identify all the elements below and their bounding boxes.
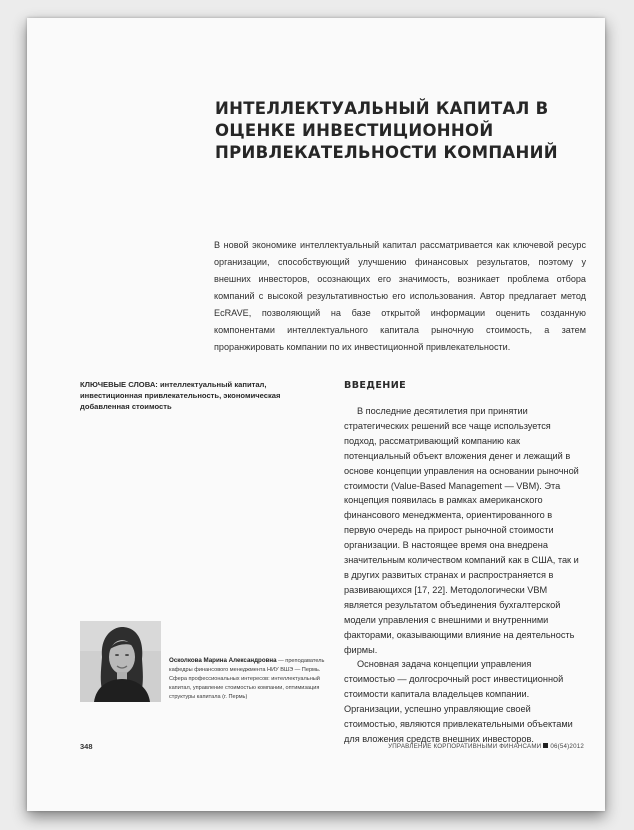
section-heading-introduction: ВВЕДЕНИЕ <box>344 380 407 391</box>
author-photo <box>80 621 161 702</box>
keywords-block <box>80 379 312 412</box>
author-name: Осколкова Марина Александровна <box>169 657 277 664</box>
page-number: 348 <box>80 742 93 751</box>
square-bullet-icon <box>543 743 548 748</box>
author-info <box>169 656 339 702</box>
keywords-text: интеллектуальный капитал, инвестиционная привлекательность, экономическая добавленная стоимость <box>80 380 281 411</box>
journal-footer <box>388 743 584 750</box>
body-text-column <box>344 404 584 747</box>
journal-name: УПРАВЛЕНИЕ КОРПОРАТИВНЫМИ ФИНАНСАМИ <box>388 743 542 750</box>
keywords-label: КЛЮЧЕВЫЕ СЛОВА: <box>80 380 158 389</box>
author-bio: — преподаватель кафедры финансового менеджмента НИУ ВШЭ — Пермь. Сфера профессиональных интересов: интеллектуальный капитал, управление стоимостью компании, оптимизация структуры капитала (г. Пермь) <box>169 658 325 700</box>
journal-page <box>27 18 605 811</box>
journal-issue: 06(54)2012 <box>550 743 584 750</box>
paragraph-1: В последние десятилетия при принятии стратегических решений все чаще используется подход, рассматривающий компанию как потенциальный объект вложения денег и лежащий в основе концепции управления на основании рыночной стоимости (Value-Based Management — VBM). Эта концепция появилась в рамках американского финансового менеджмента, ориентированного в первую очередь на прирост рыночной стоимости организации. В настоящее время она внедрена значительным количеством компаний как в США, так и в других развитых странах и распространяется в развивающихся [17, 22]. Методологически VBM является результатом объединения бухгалтерской модели управления с внешними и внутренними факторами, оказывающими влияние на деятельность фирмы. <box>344 406 579 655</box>
article-title: ИНТЕЛЛЕКТУАЛЬНЫЙ КАПИТАЛ В ОЦЕНКЕ ИНВЕСТИЦИОННОЙ ПРИВЛЕКАТЕЛЬНОСТИ КОМПАНИЙ <box>215 99 558 162</box>
article-abstract: В новой экономике интеллектуальный капитал рассматривается как ключевой ресурс организации, способствующий улучшению финансовых результатов, поэтому у внешних инвесторов, осознающих его значимость, возникает проблема отбора компаний с высокой результативностью его использования. Автор предлагает метод EcRAVE, позволяющий на базе открытой информации оценить созданную компонентами интеллектуального капитала рыночную стоимость, а затем проранжировать компании по их инвестиционной привлекательности. <box>214 240 586 352</box>
paragraph-2: Основная задача концепции управления стоимостью — долгосрочный рост инвестиционной стоимости капитала владельцев компании. Организации, успешно управляющие своей стоимостью, являются привлекательными объектами для вложения средств внешних инвесторов. <box>344 659 573 744</box>
author-portrait-image <box>80 621 161 702</box>
